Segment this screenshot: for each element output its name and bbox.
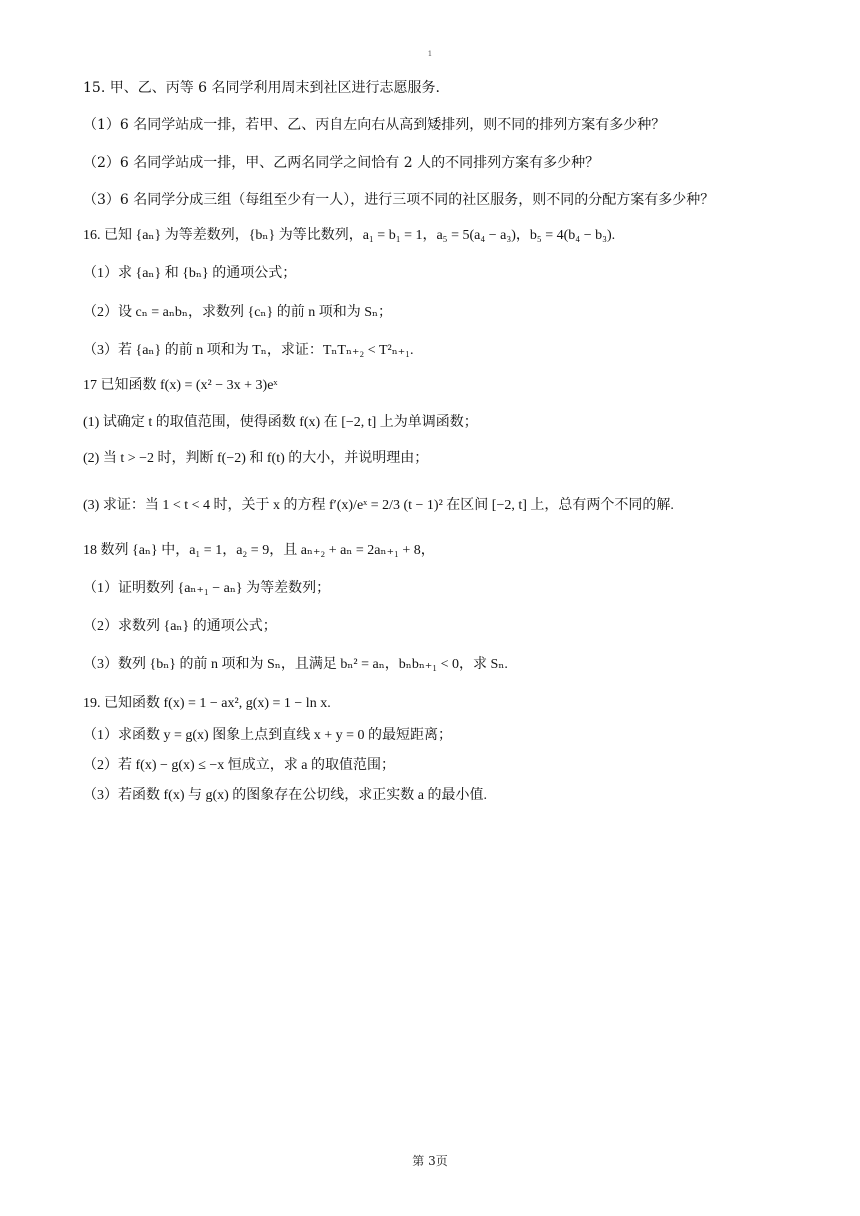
q18-stem: 18 数列 {aₙ} 中，a₁ = 1，a₂ = 9，且 aₙ₊₂ + aₙ = 2aₙ₊₁ + 8，	[83, 543, 435, 558]
q17-part1: (1) 试确定 t 的取值范围，使得函数 f(x) 在 [−2, t] 上为单调函数；	[83, 415, 478, 430]
q16-part2: （2）设 cₙ = aₙbₙ，求数列 {cₙ} 的前 n 项和为 Sₙ；	[83, 305, 393, 320]
page-marker: 1	[427, 50, 433, 58]
q19-part1: （1）求函数 y = g(x) 图象上点到直线 x + y = 0 的最短距离；	[83, 728, 453, 743]
q19-part3: （3）若函数 f(x) 与 g(x) 的图象存在公切线，求正实数 a 的最小值.	[83, 788, 488, 803]
q18-part3: （3）数列 {bₙ} 的前 n 项和为 Sₙ，且满足 bₙ² = aₙ，bₙbₙ₊₁ < 0，求 Sₙ.	[83, 657, 508, 672]
q16-stem: 16. 已知 {aₙ} 为等差数列，{bₙ} 为等比数列，a₁ = b₁ = 1，a₅ = 5(a₄ − a₃)，b₅ = 4(b₄ − b₃).	[83, 228, 616, 243]
q15-part1: （1）6 名同学站成一排，若甲、乙、丙自左向右从高到矮排列，则不同的排列方案有多少种？	[83, 117, 666, 133]
q16-part1: （1）求 {aₙ} 和 {bₙ} 的通项公式；	[83, 266, 297, 281]
q18-part2: （2）求数列 {aₙ} 的通项公式；	[83, 619, 277, 634]
q15-part2: （2）6 名同学站成一排，甲、乙两名同学之间恰有 2 人的不同排列方案有多少种？	[83, 155, 600, 171]
page-number: 第 3页	[412, 1154, 448, 1168]
q17-part2: (2) 当 t > −2 时，判断 f(−2) 和 f(t) 的大小，并说明理由；	[83, 451, 429, 466]
q17-stem: 17 已知函数 f(x) = (x² − 3x + 3)eˣ	[83, 378, 278, 393]
q17-part3: (3) 求证：当 1 < t < 4 时，关于 x 的方程 f′(x)/eˣ = 2/3 (t − 1)² 在区间 [−2, t] 上，总有两个不同的解.	[83, 498, 674, 513]
q19-stem: 19. 已知函数 f(x) = 1 − ax², g(x) = 1 − ln x.	[83, 696, 331, 711]
q15-part3: （3）6 名同学分成三组（每组至少有一人），进行三项不同的社区服务，则不同的分配方案有多少种？	[83, 192, 715, 208]
q18-part1: （1）证明数列 {aₙ₊₁ − aₙ} 为等差数列；	[83, 581, 331, 596]
q15-stem: 15. 甲、乙、丙等 6 名同学利用周末到社区进行志愿服务.	[83, 80, 440, 96]
q16-part3: （3）若 {aₙ} 的前 n 项和为 Tₙ，求证：TₙTₙ₊₂ < T²ₙ₊₁.	[83, 343, 414, 358]
q19-part2: （2）若 f(x) − g(x) ≤ −x 恒成立，求 a 的取值范围；	[83, 758, 395, 773]
